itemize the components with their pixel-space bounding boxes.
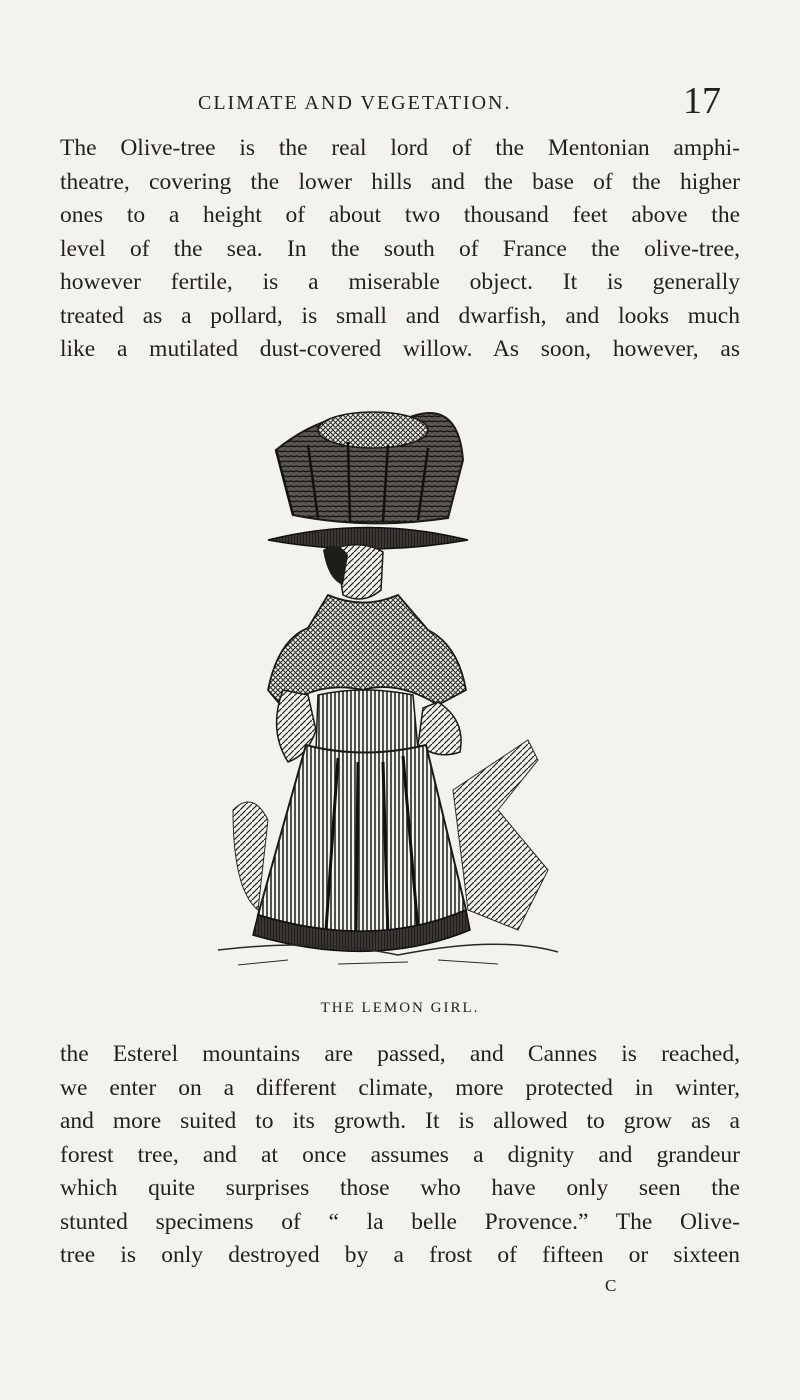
text-line: like a mutilated dust-covered willow. As soon, however, as [60, 336, 740, 362]
basket-of-lemons [276, 412, 463, 523]
paragraph-top [60, 132, 740, 367]
skirt [253, 745, 470, 951]
running-head [0, 80, 800, 128]
paragraph-bottom [60, 1038, 740, 1273]
apron [316, 690, 418, 756]
background-foliage [453, 740, 548, 930]
text-line: level of the sea. In the south of France the olive-tree, [60, 235, 740, 262]
lemon-girl-engraving [198, 390, 598, 980]
text-line: stunted specimens of “ la belle Provence.” The Olive- [60, 1208, 740, 1235]
signature-mark: C [605, 1276, 617, 1295]
head [323, 545, 383, 599]
text-line: The Olive-tree is the real lord of the Mentonian amphi- [60, 135, 740, 161]
text-line: tree is only destroyed by a frost of fifteen or sixteen [60, 1242, 740, 1268]
text-line: the Esterel mountains are passed, and Cannes is reached, [60, 1041, 740, 1067]
text-line: forest tree, and at once assumes a dignity and grandeur [60, 1141, 740, 1168]
page-number: 17 [683, 80, 721, 122]
text-line: however fertile, is a miserable object. It is generally [60, 269, 740, 295]
text-line: theatre, covering the lower hills and the base of the higher [60, 168, 740, 195]
text-line: we enter on a different climate, more protected in winter, [60, 1074, 740, 1101]
text-line: which quite surprises those who have only seen the [60, 1175, 740, 1201]
text-line: treated as a pollard, is small and dwarfish, and looks much [60, 302, 740, 329]
running-title: CLIMATE AND VEGETATION. [198, 92, 512, 114]
text-line: and more suited to its growth. It is allowed to grow as a [60, 1108, 740, 1134]
figure-caption: THE LEMON GIRL. [320, 1000, 480, 1016]
background-plant-left [233, 802, 268, 910]
text-line: ones to a height of about two thousand feet above the [60, 202, 740, 228]
